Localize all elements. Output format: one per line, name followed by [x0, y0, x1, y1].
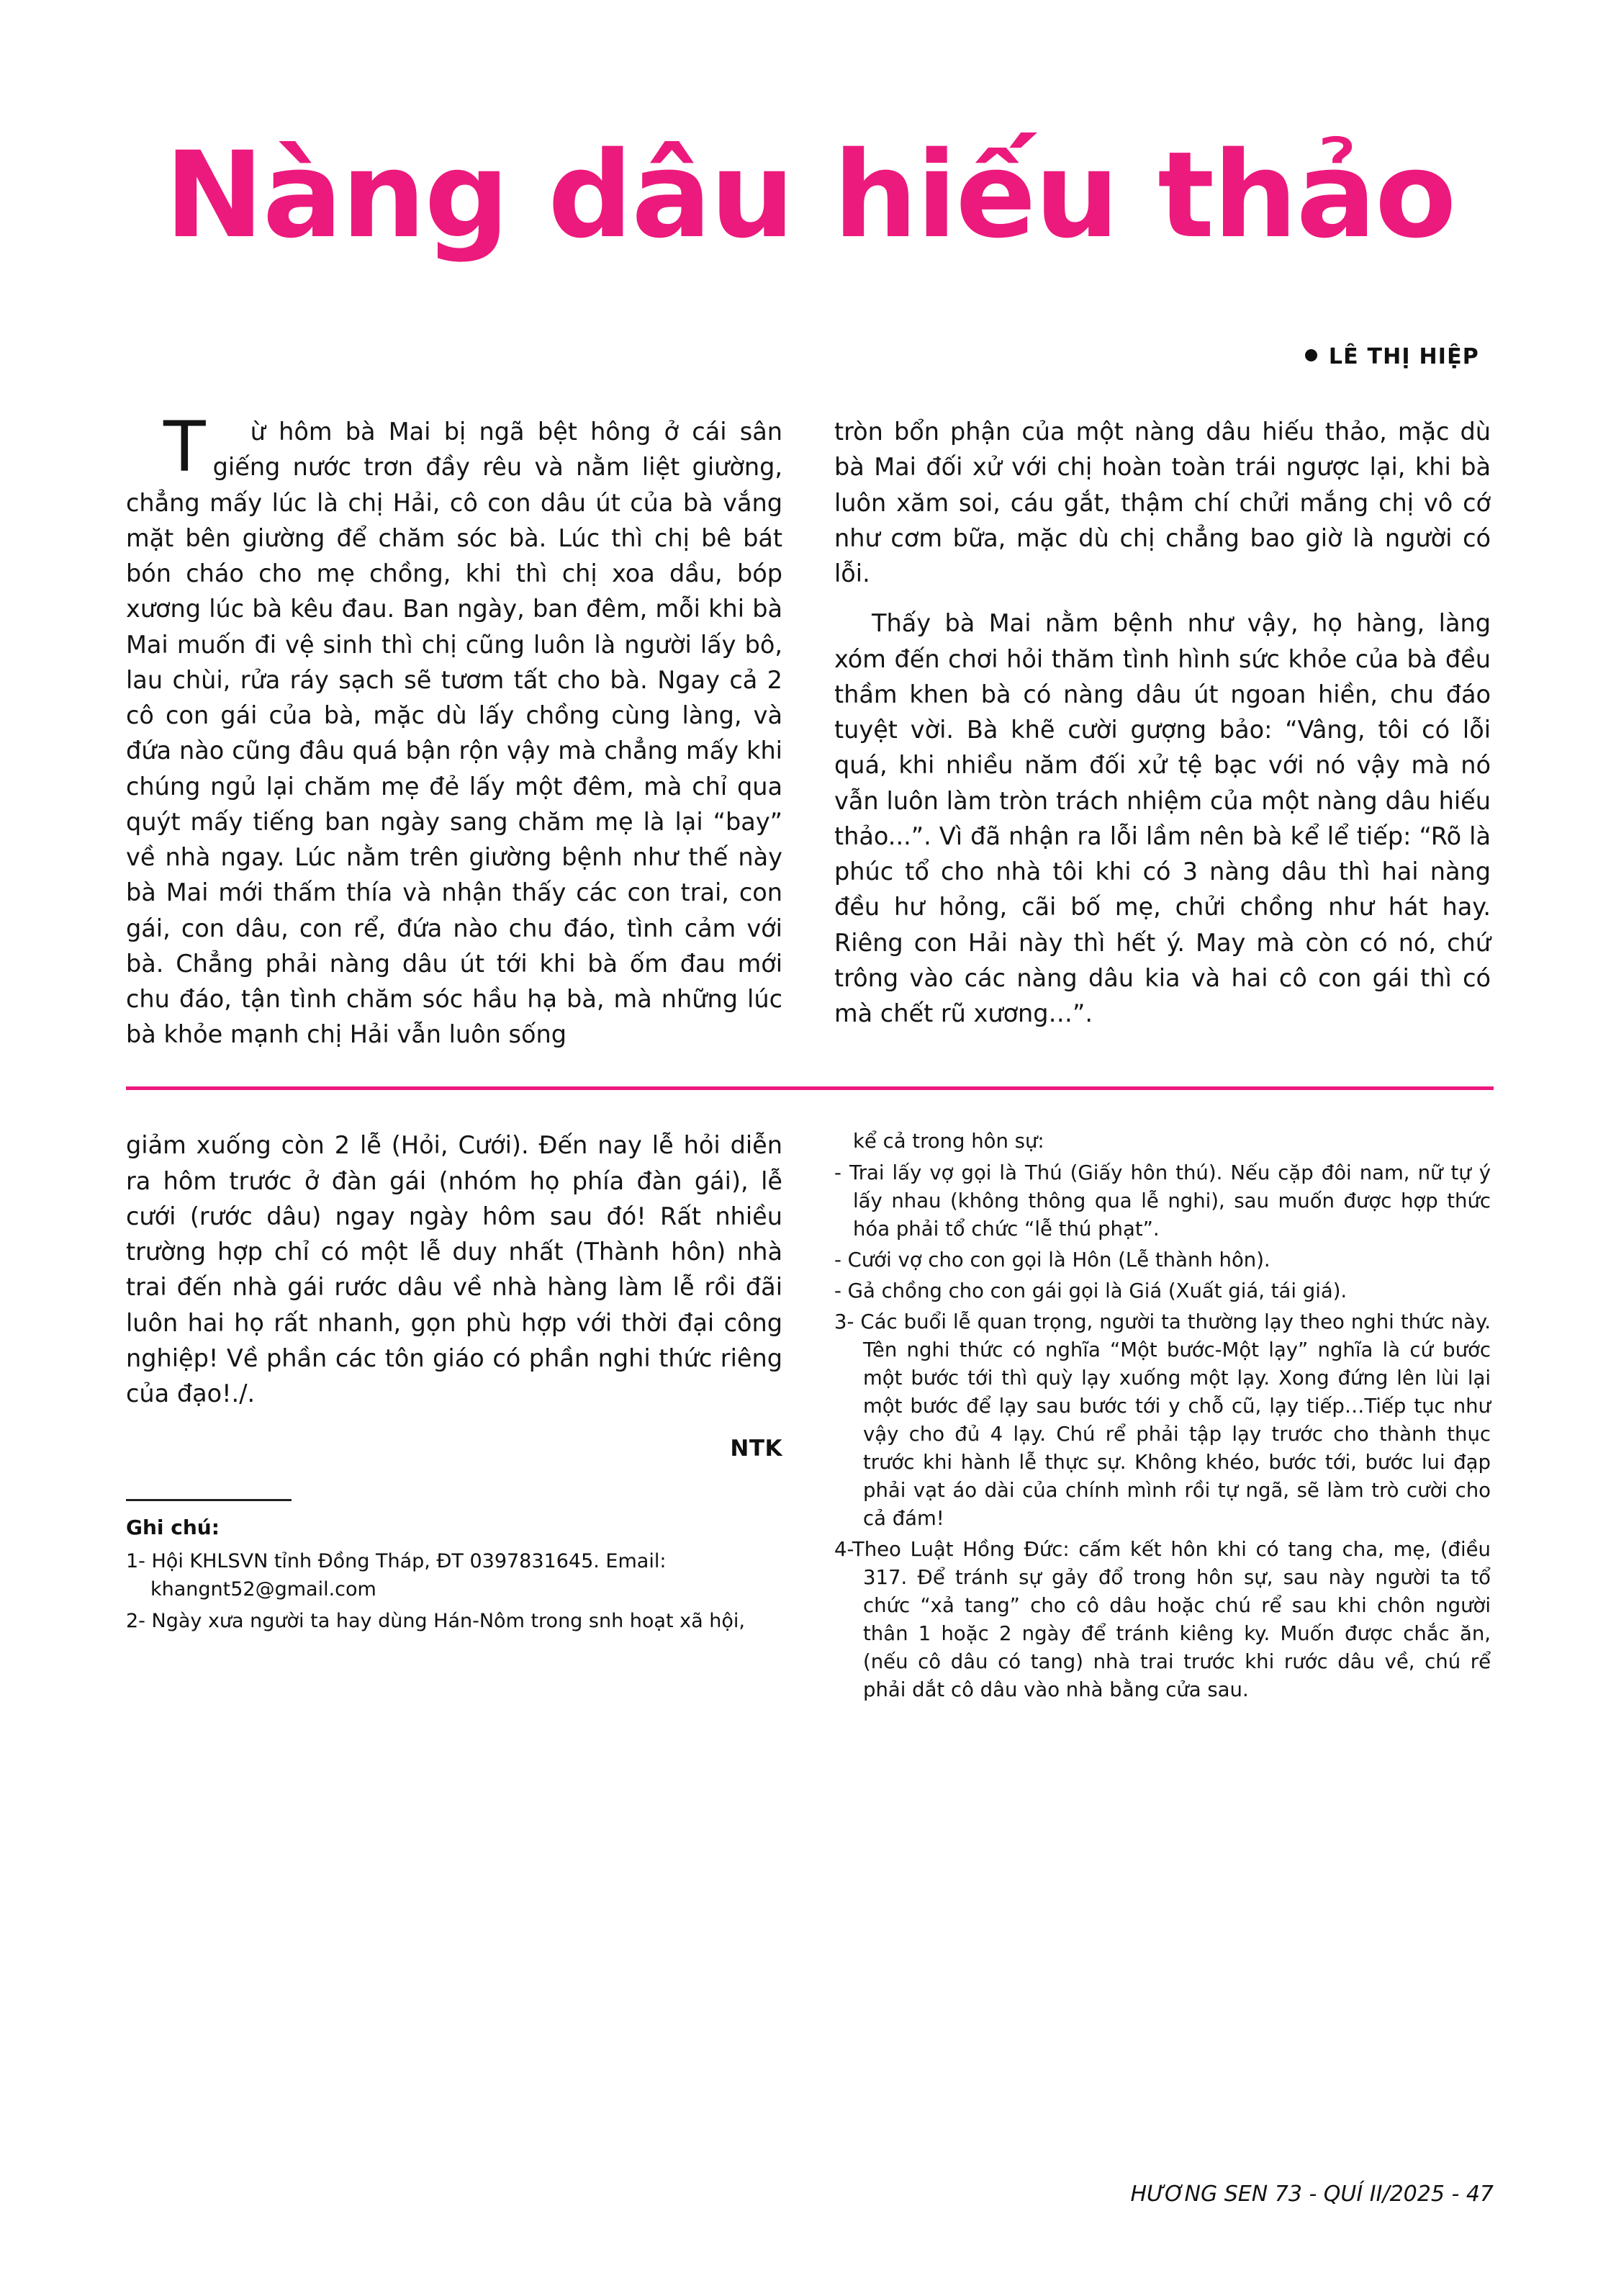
article-signature: NTK [730, 1436, 782, 1462]
note-item [126, 1548, 782, 1603]
article-column-left [126, 407, 782, 1052]
second-article-column-left [126, 1127, 782, 1707]
byline [126, 344, 1494, 369]
second-article-text [126, 1127, 782, 1411]
author-name: LÊ THỊ HIỆP [1328, 344, 1479, 370]
article-paragraph-text: ừ hôm bà Mai bị ngã bệt hông ở cái sân giếng nước trơn đầy rêu và nằm liệt giường, chẳng mấy lúc là chị Hải, cô con dâu út của bà vắng mặt bên giường để chăm sóc bà. Lúc thì chị bê bát bón cháo cho mẹ chồng, khi thì chị xoa dầu, bóp xương lúc bà kêu đau. Ban ngày, ban đêm, mỗi khi bà Mai muốn đi vệ sinh thì chị cũng luôn là người lấy bô, lau chùi, rửa ráy sạch sẽ tươm tất cho bà. Ngay cả 2 cô con gái của bà, mặc dù lấy chồng cùng làng, và đứa nào cũng đâu quá bận rộn vậy mà chẳng mấy khi chúng ngủ lại chăm mẹ đẻ lấy một đêm, mà chỉ qua quýt mấy tiếng ban ngày sang chăm mẹ là lại “bay” về nhà ngay. Lúc nằm trên giường bệnh như thế này bà Mai mới thấm thía và nhận thấy các con trai, con gái, con dâu, con rể, đứa nào chu đáo, tình cảm với bà. Chẳng phải nàng dâu út tới khi bà ốm đau mới chu đáo, tận tình chăm sóc hầu hạ bà, mà những lúc bà khỏe mạnh chị Hải vẫn luôn sống [126, 418, 782, 1049]
footer-text: HƯƠNG SEN 73 - QUÍ II/2025 - 47 [1130, 2182, 1494, 2207]
section-divider [126, 1086, 1494, 1090]
note-text: 1- Hội KHLSVN tỉnh Đồng Tháp, ĐT 0397831645. Email: [126, 1550, 667, 1573]
second-article-body [126, 1127, 1494, 1707]
notes-title: Ghi chú: [126, 1516, 220, 1540]
list-item: - Gả chồng cho con gái gọi là Giá (Xuất giá, tái giá). [834, 1279, 1348, 1302]
second-article-paragraph: giảm xuống còn 2 lễ (Hỏi, Cưới). Đến nay lễ hỏi diễn ra hôm trước ở đàn gái (nhóm họ phía đàn gái), lễ cưới (rước dâu) ngay ngày hôm sau đó! Rất nhiều trường hợp chỉ có một lễ duy nhất (Thành hôn) nhà trai đến nhà gái rước dâu về nhà hàng làm lễ rồi đãi luôn hai họ rất nhanh, gọn phù hợp với thời đại công nghiệp! Về phần các tôn giáo có phần nghi thức riêng của đạo!./. [126, 1131, 782, 1408]
article-body-top [126, 407, 1494, 1052]
article-paragraph: Thấy bà Mai nằm bệnh như vậy, họ hàng, làng xóm đến chơi hỏi thăm tình hình sức khỏe của bà đều thầm khen bà có nàng dâu út ngoan hiền, chu đáo tuyệt vời. Bà khẽ cười gượng bảo: “Vâng, tôi có lỗi quá, khi nhiều năm đối xử tệ bạc với nó vậy mà nó vẫn luôn làm tròn trách nhiệm của một nàng dâu hiếu thảo...”. Vì đã nhận ra lỗi lầm nên bà kể lể tiếp: “Rõ là phúc tổ cho nhà tôi khi có 3 nàng dâu thì hai nàng đều hư hỏng, cãi bố mẹ, chửi chồng như hát hay. Riêng con Hải này thì hết ý. May mà còn có nó, chứ trông vào các nàng dâu kia và hai cô con gái thì có mà chết rũ xương…”. [834, 609, 1491, 1027]
page-content [126, 0, 1494, 1707]
note-subtext: khangnt52@gmail.com [150, 1577, 376, 1601]
notes-rule [126, 1499, 292, 1501]
article-paragraph [126, 407, 782, 1052]
article-paragraph: tròn bổn phận của một nàng dâu hiếu thảo, mặc dù bà Mai đối xử với chị hoàn toàn trái ngược lại, khi bà luôn xăm soi, cáu gắt, thậm chí chửi mắng chị vô cớ như cơm bữa, mặc dù chị chẳng bao giờ là người có lỗi. [834, 418, 1491, 588]
article-column-right [834, 414, 1491, 1052]
list-item: 4-Theo Luật Hồng Đức: cấm kết hôn khi có tang cha, mẹ, (điều 317. Để tránh sự gảy đổ trong hôn sự, sau này người ta tổ chức “xả tang” cho cô dâu hoặc chú rể sau khi chôn người thân 1 hoặc 2 ngày để tránh kiêng ky. Muốn được chắc ăn, (nếu cô dâu có tang) nhà trai trước khi rước dâu về, chú rể phải dắt cô dâu vào nhà bằng cửa sau. [834, 1538, 1491, 1702]
bullet-icon [1305, 349, 1317, 361]
page-title: Nàng dâu hiếu thảo [164, 126, 1455, 264]
note-text: 2- Ngày xưa người ta hay dùng Hán-Nôm trong snh hoạt xã hội, [126, 1610, 745, 1632]
list-item: - Cưới vợ cho con gọi là Hôn (Lễ thành hôn). [834, 1248, 1270, 1271]
second-article-column-right [834, 1127, 1491, 1707]
notes-list [834, 1127, 1491, 1704]
list-item: - Trai lấy vợ gọi là Thú (Giấy hôn thú). Nếu cặp đôi nam, nữ tự ý lấy nhau (không thông qua lễ nghi), sau muốn được hợp thức hóa phải tổ chức “lễ thú phạt”. [834, 1161, 1491, 1241]
notes-lead: kể cả trong hôn sự: [853, 1130, 1044, 1153]
note-item [126, 1608, 782, 1635]
page-footer [126, 2182, 1494, 2207]
drop-cap: T [163, 407, 206, 488]
list-item: 3- Các buổi lễ quan trọng, người ta thường lạy theo nghi thức này. Tên nghi thức có nghĩa “Một bước-Một lạy” nghĩa là cứ bước một bước tới thì quỳ lạy xuống một lạy. Xong đứng lên lùi lại một bước để lạy sau bước tới y chỗ cũ, lạy tiếp…Tiếp tục như vậy cho đủ 4 lạy. Chú rể phải tập lạy trước cho thành thục trước khi hành lễ thực sự. Không khéo, bước tới, bước lui đạp phải vạt áo dài của chính mình rồi tự ngã, sẽ làm trò cười cho cả đám! [834, 1310, 1491, 1531]
